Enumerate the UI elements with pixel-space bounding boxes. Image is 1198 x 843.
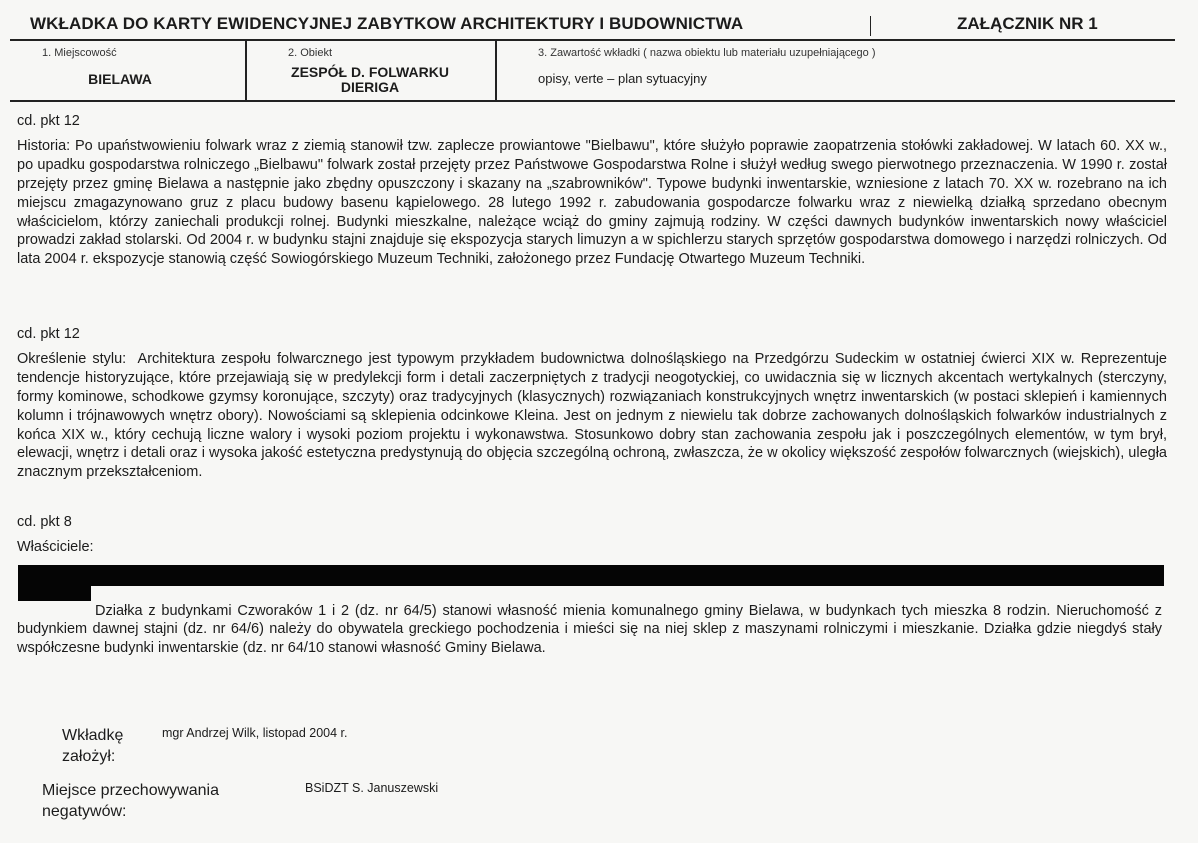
owners-block: [17, 587, 1162, 673]
section-ref-3: cd. pkt 8: [17, 514, 72, 530]
fields-rule: [10, 100, 1175, 102]
storage-label-line2: negatywów:: [42, 803, 127, 820]
author-value: mgr Andrzej Wilk, listopad 2004 r.: [162, 726, 348, 740]
fields-divider-2: [495, 40, 497, 101]
storage-label-line1: Miejsce przechowywania: [42, 782, 219, 799]
header-separator: [870, 16, 871, 36]
section-ref-2: cd. pkt 12: [17, 326, 80, 342]
object-value-line1: ZESPÓŁ D. FOLWARKU: [291, 64, 449, 80]
object-value-line2: DIERIGA: [340, 79, 400, 95]
storage-value: BSiDZT S. Januszewski: [305, 781, 439, 795]
content-value: opisy, verte – plan sytuacyjny: [538, 71, 707, 86]
fields-divider-1: [245, 40, 247, 101]
author-label-line1: Wkładkę: [62, 727, 124, 744]
style-label: Określenie stylu:: [17, 350, 127, 367]
object-label: 2. Obiekt: [288, 47, 333, 59]
history-text: Po upaństwowieniu folwark wraz z ziemią stanowił tzw. zaplecze prowiantowe "Bielbawu", które służyło poprawie zaopatrzenia stołówki zakładowej. W latach 60. XX w., po upadku gospodarstwa rolniczego „Bielbawu" folwark został przejęty przez Państwowe Gospodarstwa Rolne i służył według swego pierwotnego przeznaczenia. W 1990 r. został przejęty przez gminę Bielawa a następnie jako zbędny opuszczony i skazany na „szabrowników". Typowe budynki inwentarskie, wzniesione z latach 70. XX w. rozebrano na ich miejscu zmagazynowano gruz z placu budowy basenu kąpielowego. 28 lutego 1992 r. zabudowania gospodarcze folwarku wraz z niewielką działką sprzedano obecnym właścicielom, którzy zaniechali produkcji rolnej. Budynki mieszkalne, należące wciąż do gminy zajmują rodziny. W części dawnych budynków inwentarskich nowy właściciel prowadzi zakład stolarski. Od 2004 r. w budynku stajni znajduje się ekspozycja starych limuzyn a w spichlerzu starych sprzętów gospodarstwa domowego i narzędzi rolniczych. Od lata 2004 r. ekspozycje stanowią część Sowiogórskiego Muzeum Techniki, założonego przez Fundację Otwartego Muzeum Techniki.: [17, 137, 1167, 268]
locality-label: 1. Miejscowość: [42, 47, 117, 59]
owners-text: Działka z budynkami Czworaków 1 i 2 (dz. nr 64/5) stanowi własność mienia komunalnego gminy Bielawa, w budynkach tych mieszka 8 rodzin. Nieruchomość z budynkiem dawnej stajni (dz. nr 64/6) należy do obywatela greckiego pochodzenia i mieści się na niej sklep z maszynami rolniczymi i mieszkanie. Działka gdzie niegdyś stały współczesne budynki inwentarskie (dz. nr 64/10 stanowi własność Gminy Bielawa.: [17, 602, 1162, 657]
locality-value: BIELAWA: [88, 71, 152, 87]
author-label: [42, 725, 123, 767]
style-block: [17, 325, 1167, 482]
history-block: [17, 112, 1167, 269]
annex-number: ZAŁĄCZNIK NR 1: [957, 14, 1098, 33]
author-label-line2: założył:: [62, 748, 116, 765]
header-rule: [10, 39, 1175, 41]
redaction-bar: [18, 565, 1164, 586]
history-paragraph: [17, 137, 1167, 269]
style-paragraph: [17, 350, 1167, 482]
owners-heading-block: [17, 513, 1167, 557]
section-ref-1: cd. pkt 12: [17, 113, 80, 129]
document-title: WKŁADKA DO KARTY EWIDENCYJNEJ ZABYTKOW ARCHITEKTURY I BUDOWNICTWA: [30, 14, 744, 33]
storage-label: [42, 780, 219, 822]
style-text: Architektura zespołu folwarcznego jest typowym przykładem budownictwa dolnośląskiego na Przedgórzu Sudeckim w ostatniej ćwierci XIX w. Reprezentuje tendencje historyzujące, które przejawiają się w predylekcji form i detali zaczerpniętych z tradycji neogotyckiej, co uwidacznia się w licznych akcentach wertykalnych (sterczyny, formy kominowe, schodkowe gzymsy koronujące, szczyty) oraz tradycyjnych (klasycznych) rozwiązaniach konstrukcyjnych wnętrz inwentarskich (w postaci sklepień i kamiennych kolumn i trójnawowych wnętrz obory). Nowościami są sklepienia odcinkowe Kleina. Jest on jednym z niewielu tak dobrze zachowanych dolnośląskich folwarków industrialnych z końca XIX w., który cechują liczne walory i wysoki poziom projektu i wykonawstwa. Stosunkowo dobry stan zachowania zespołu jak i poszczególnych elementów, w tym brył, elewacji, wnętrz i detali oraz i wysoka jakość estetyczna predystynują do objęcia szczególną ochroną, zwłaszcza, że w okolicy większość zespołów folwarcznych (wiejskich), uległa znacznym przekształceniom.: [17, 350, 1167, 481]
content-label: 3. Zawartość wkładki ( nazwa obiektu lub materiału uzupełniającego ): [538, 47, 876, 59]
owners-label: Właściciele:: [17, 538, 94, 555]
history-label: Historia:: [17, 137, 71, 154]
